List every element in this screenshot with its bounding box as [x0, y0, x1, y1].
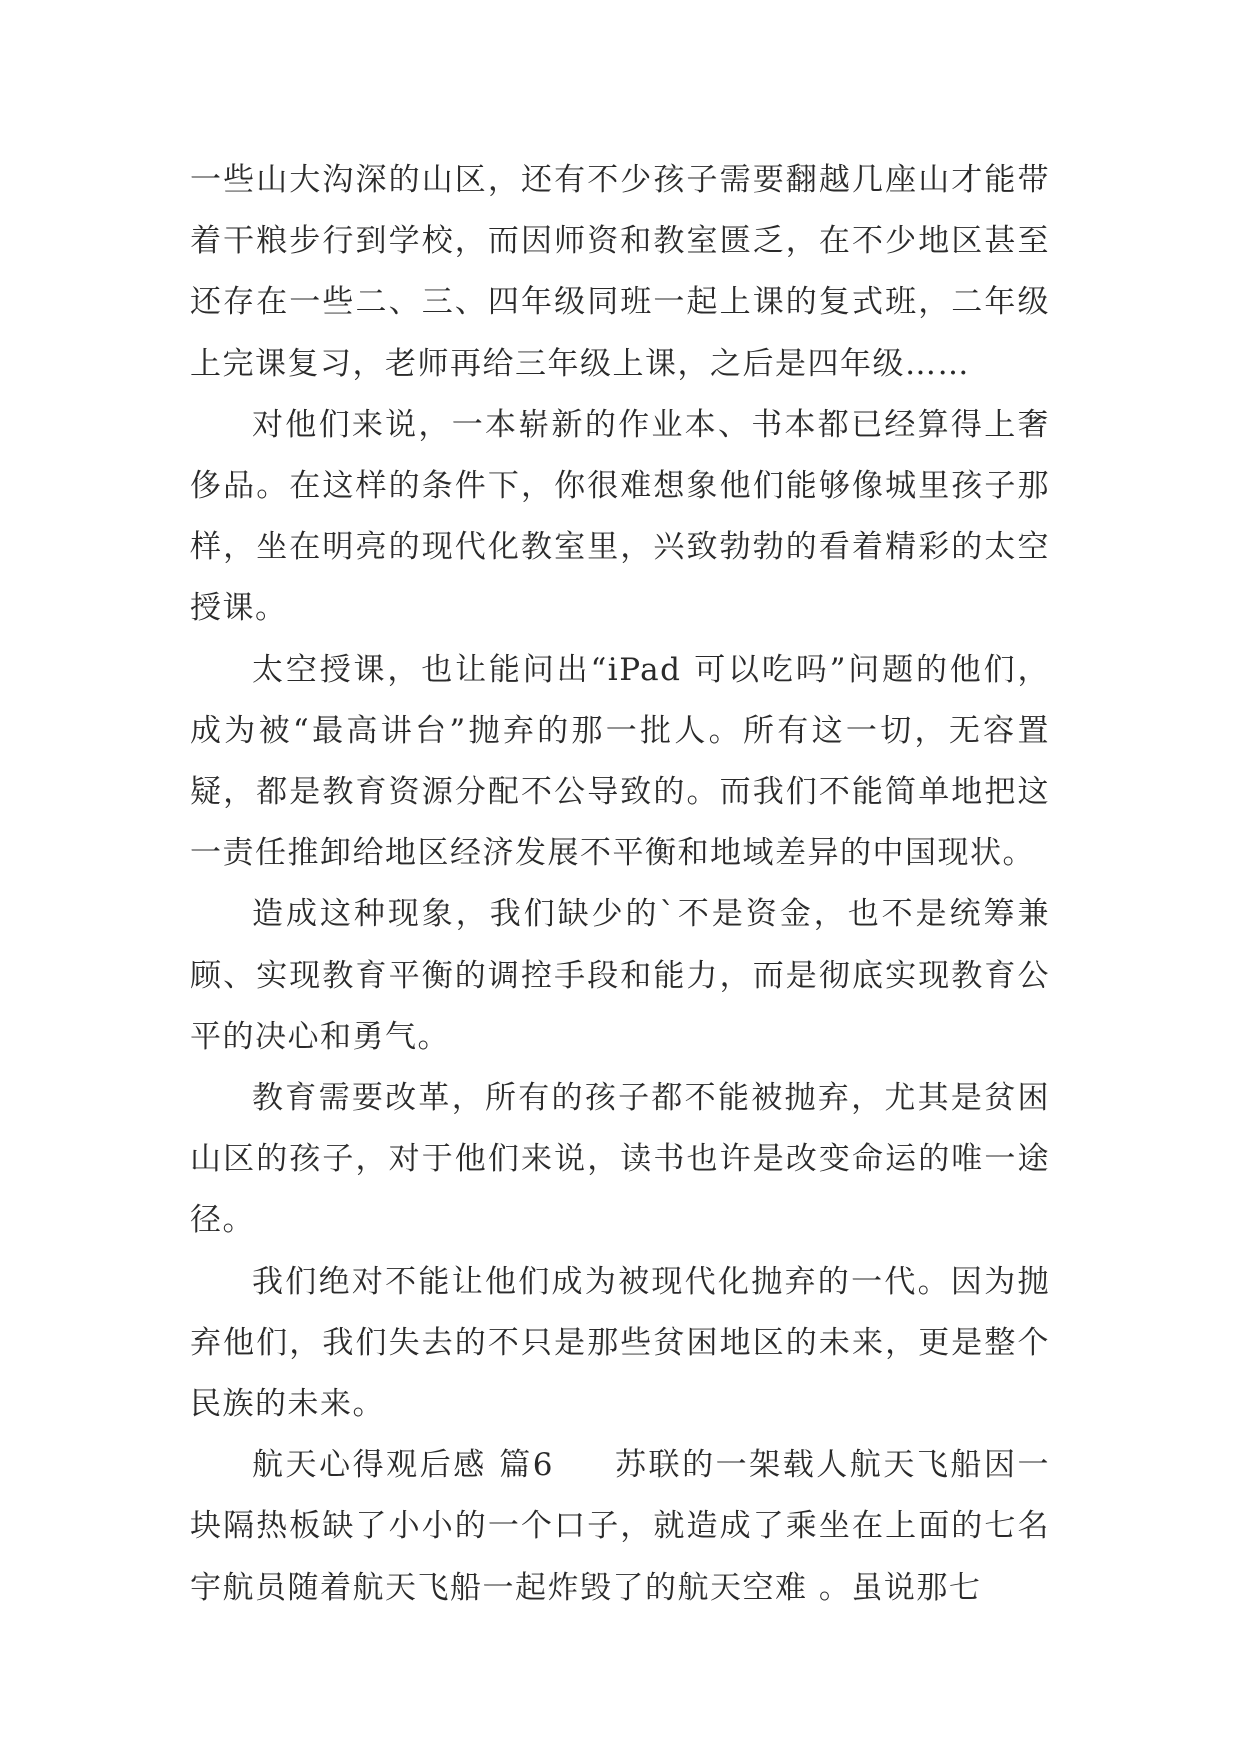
paragraph: 对他们来说，一本崭新的作业本、书本都已经算得上奢侈品。在这样的条件下，你很难想象他们能够像城里孩子那样，坐在明亮的现代化教室里，兴致勃勃的看着精彩的太空授课。 [190, 406, 1050, 627]
section-text: 苏联的一架载人航天飞船因一块隔热板缺了小小的一个口子，就造成了乘坐在上面的七名宇航员随着航天飞船一起炸毁了的航天空难 。虽说那七 [190, 1447, 1051, 1606]
paragraph: 太空授课，也让能问出“iPad 可以吃吗”问题的他们，成为被“最高讲台”抛弃的那一批人。所有这一切，无容置疑，都是教育资源分配不公导致的。而我们不能简单地把这一责任推卸给地区经济发展不平衡和地域差异的中国现状。 [190, 651, 1050, 872]
section-heading: 航天心得观后感 篇6 [252, 1447, 554, 1484]
paragraph: 教育需要改革，所有的孩子都不能被抛弃，尤其是贫困山区的孩子，对于他们来说，读书也许是改变命运的唯一途径。 [190, 1080, 1050, 1239]
document-body [190, 150, 1050, 1619]
paragraph: 造成这种现象，我们缺少的`不是资金，也不是统筹兼顾、实现教育平衡的调控手段和能力，而是彻底实现教育公平的决心和勇气。 [190, 896, 1050, 1055]
paragraph: 我们绝对不能让他们成为被现代化抛弃的一代。因为抛弃他们，我们失去的不只是那些贫困地区的未来，更是整个民族的未来。 [190, 1263, 1050, 1423]
section-paragraph [190, 1435, 1050, 1619]
paragraph: 一些山大沟深的山区，还有不少孩子需要翻越几座山才能带着干粮步行到学校，而因师资和教室匮乏，在不少地区甚至还存在一些二、三、四年级同班一起上课的复式班，二年级上完课复习，老师再给三年级上课，之后是四年级…… [190, 162, 1050, 382]
